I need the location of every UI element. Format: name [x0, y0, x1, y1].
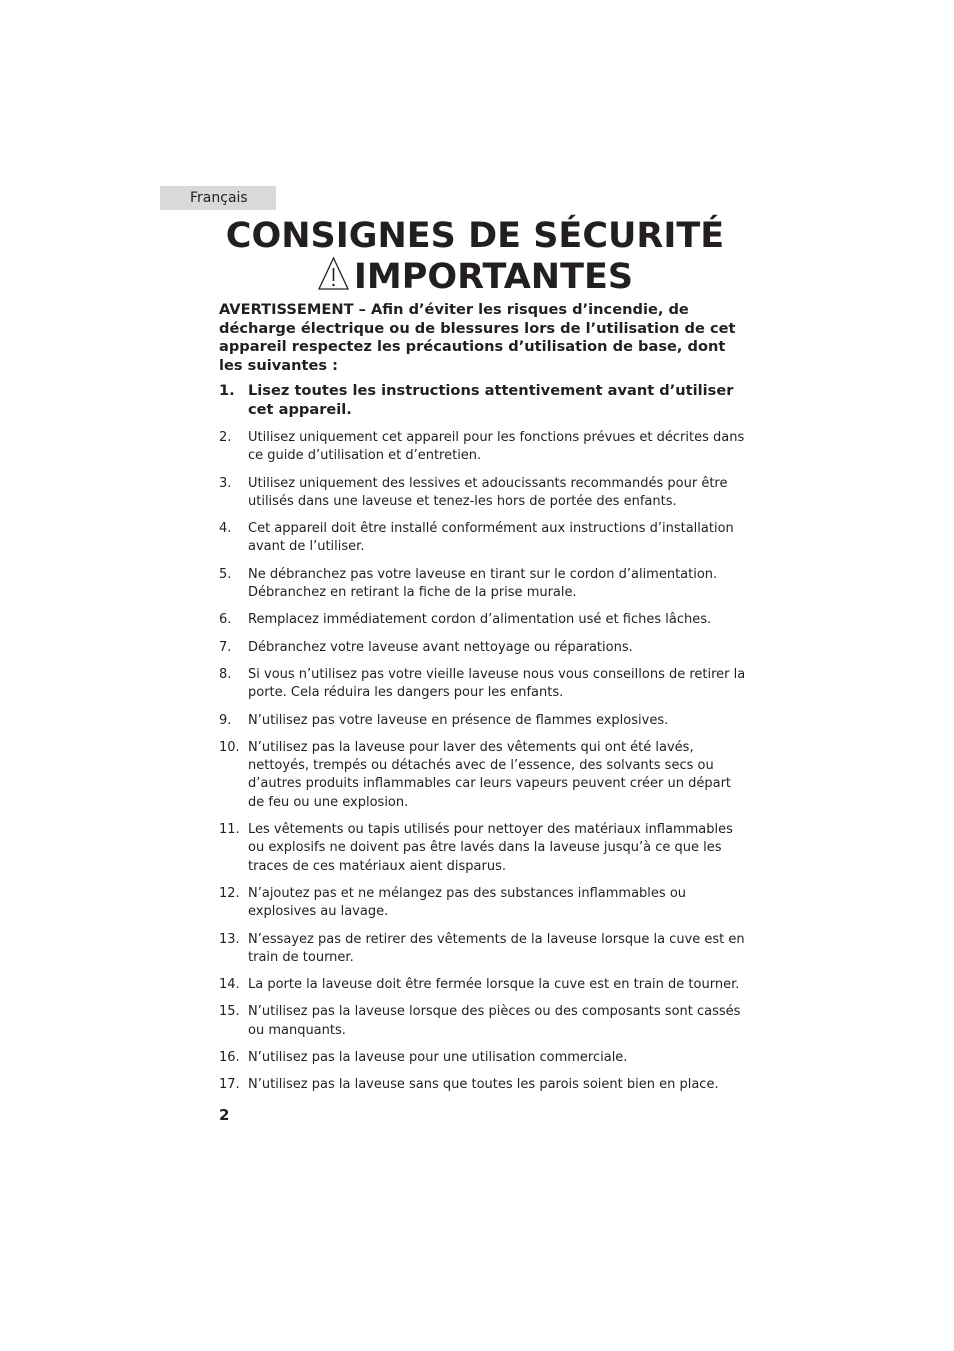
item-number: 17. [219, 1077, 240, 1093]
item-text: Les vêtements ou tapis utilisés pour nettoyer des matériaux inflammables ou explosifs ne doivent pas être lavés dans la laveuse jusqu’à ce que les traces de ces matériaux aient disparus. [248, 822, 733, 874]
item-text: Cet appareil doit être installé conformément aux instructions d’installation avant de l’utiliser. [248, 521, 734, 555]
item-number: 9. [219, 712, 232, 728]
safety-instructions-list [219, 382, 749, 1104]
list-item [219, 1076, 749, 1094]
item-text: La porte la laveuse doit être fermée lorsque la cuve est en train de tourner. [248, 977, 740, 993]
item-text: Remplacez immédiatement cordon d’alimentation usé et fiches lâches. [248, 612, 712, 628]
list-item [219, 821, 749, 876]
item-text: Utilisez uniquement des lessives et adoucissants recommandés pour être utilisés dans une laveuse et tenez-les hors de portée des enfants. [248, 475, 728, 509]
item-text: N’utilisez pas la laveuse pour laver des vêtements qui ont été lavés, nettoyés, trempés ou détachés avec de l’essence, des solvants secs ou d’autres produits inflammables car leurs vapeurs peuvent créer un départ de feu ou une explosion. [248, 739, 732, 810]
item-text: N’ajoutez pas et ne mélangez pas des substances inflammables ou explosives au lavage. [248, 885, 687, 920]
list-item [219, 739, 749, 812]
item-text: Utilisez uniquement cet appareil pour les fonctions prévues et décrites dans ce guide d’utilisation et d’entretien. [248, 430, 745, 464]
list-item [219, 712, 749, 730]
list-item [219, 885, 749, 922]
list-item [219, 611, 749, 629]
list-item [219, 520, 749, 557]
item-number: 16. [219, 1050, 240, 1066]
warning-triangle-icon [317, 256, 350, 292]
item-number: 2. [219, 430, 232, 445]
list-item [219, 1003, 749, 1040]
item-text: Débranchez votre laveuse avant nettoyage ou réparations. [248, 639, 633, 655]
list-item [219, 976, 749, 994]
item-text: Ne débranchez pas votre laveuse en tirant sur le cordon d’alimentation. Débranchez en retirant la fiche de la prise murale. [248, 566, 718, 601]
item-number: 14. [219, 977, 240, 993]
language-tab: Français [160, 186, 276, 210]
item-number: 4. [219, 521, 232, 537]
item-number: 1. [219, 382, 235, 399]
item-number: 13. [219, 931, 240, 947]
item-text: N’utilisez pas la laveuse sans que toutes les parois soient bien en place. [248, 1077, 719, 1093]
item-number: 10. [219, 739, 240, 755]
page-number: 2 [219, 1106, 230, 1124]
list-item [219, 666, 749, 703]
item-text: N’utilisez pas votre laveuse en présence de flammes explosives. [248, 712, 669, 728]
item-number: 15. [219, 1004, 240, 1020]
list-item [219, 566, 749, 603]
title-line-2 [160, 256, 790, 297]
list-item [219, 382, 749, 419]
item-text: Si vous n’utilisez pas votre vieille laveuse nous vous conseillons de retirer la porte. Cela réduira les dangers pour les enfants. [248, 666, 746, 701]
list-item [219, 475, 749, 512]
item-number: 12. [219, 885, 240, 901]
item-text: N’utilisez pas la laveuse lorsque des pièces ou des composants sont cassés ou manquants. [248, 1004, 741, 1038]
title-line-2-text: IMPORTANTES [353, 257, 634, 297]
list-item [219, 639, 749, 657]
item-number: 11. [219, 822, 240, 838]
list-item [219, 1049, 749, 1067]
item-number: 5. [219, 566, 232, 582]
list-item [219, 931, 749, 968]
list-item [219, 429, 749, 466]
warning-intro: AVERTISSEMENT – Afin d’éviter les risques d’incendie, de décharge électrique ou de blessures lors de l’utilisation de cet appareil respectez les précautions d’utilisation de base, dont les suivantes : [219, 301, 736, 374]
page-title [160, 216, 790, 297]
item-text: N’utilisez pas la laveuse pour une utilisation commerciale. [248, 1050, 628, 1066]
item-number: 8. [219, 666, 232, 682]
item-number: 3. [219, 475, 232, 491]
item-text: N’essayez pas de retirer des vêtements de la laveuse lorsque la cuve est en train de tourner. [248, 931, 745, 965]
item-text: Lisez toutes les instructions attentivement avant d’utiliser cet appareil. [248, 382, 734, 418]
item-number: 6. [219, 612, 232, 628]
title-line-1: CONSIGNES DE SÉCURITÉ [225, 216, 725, 256]
item-number: 7. [219, 639, 232, 655]
